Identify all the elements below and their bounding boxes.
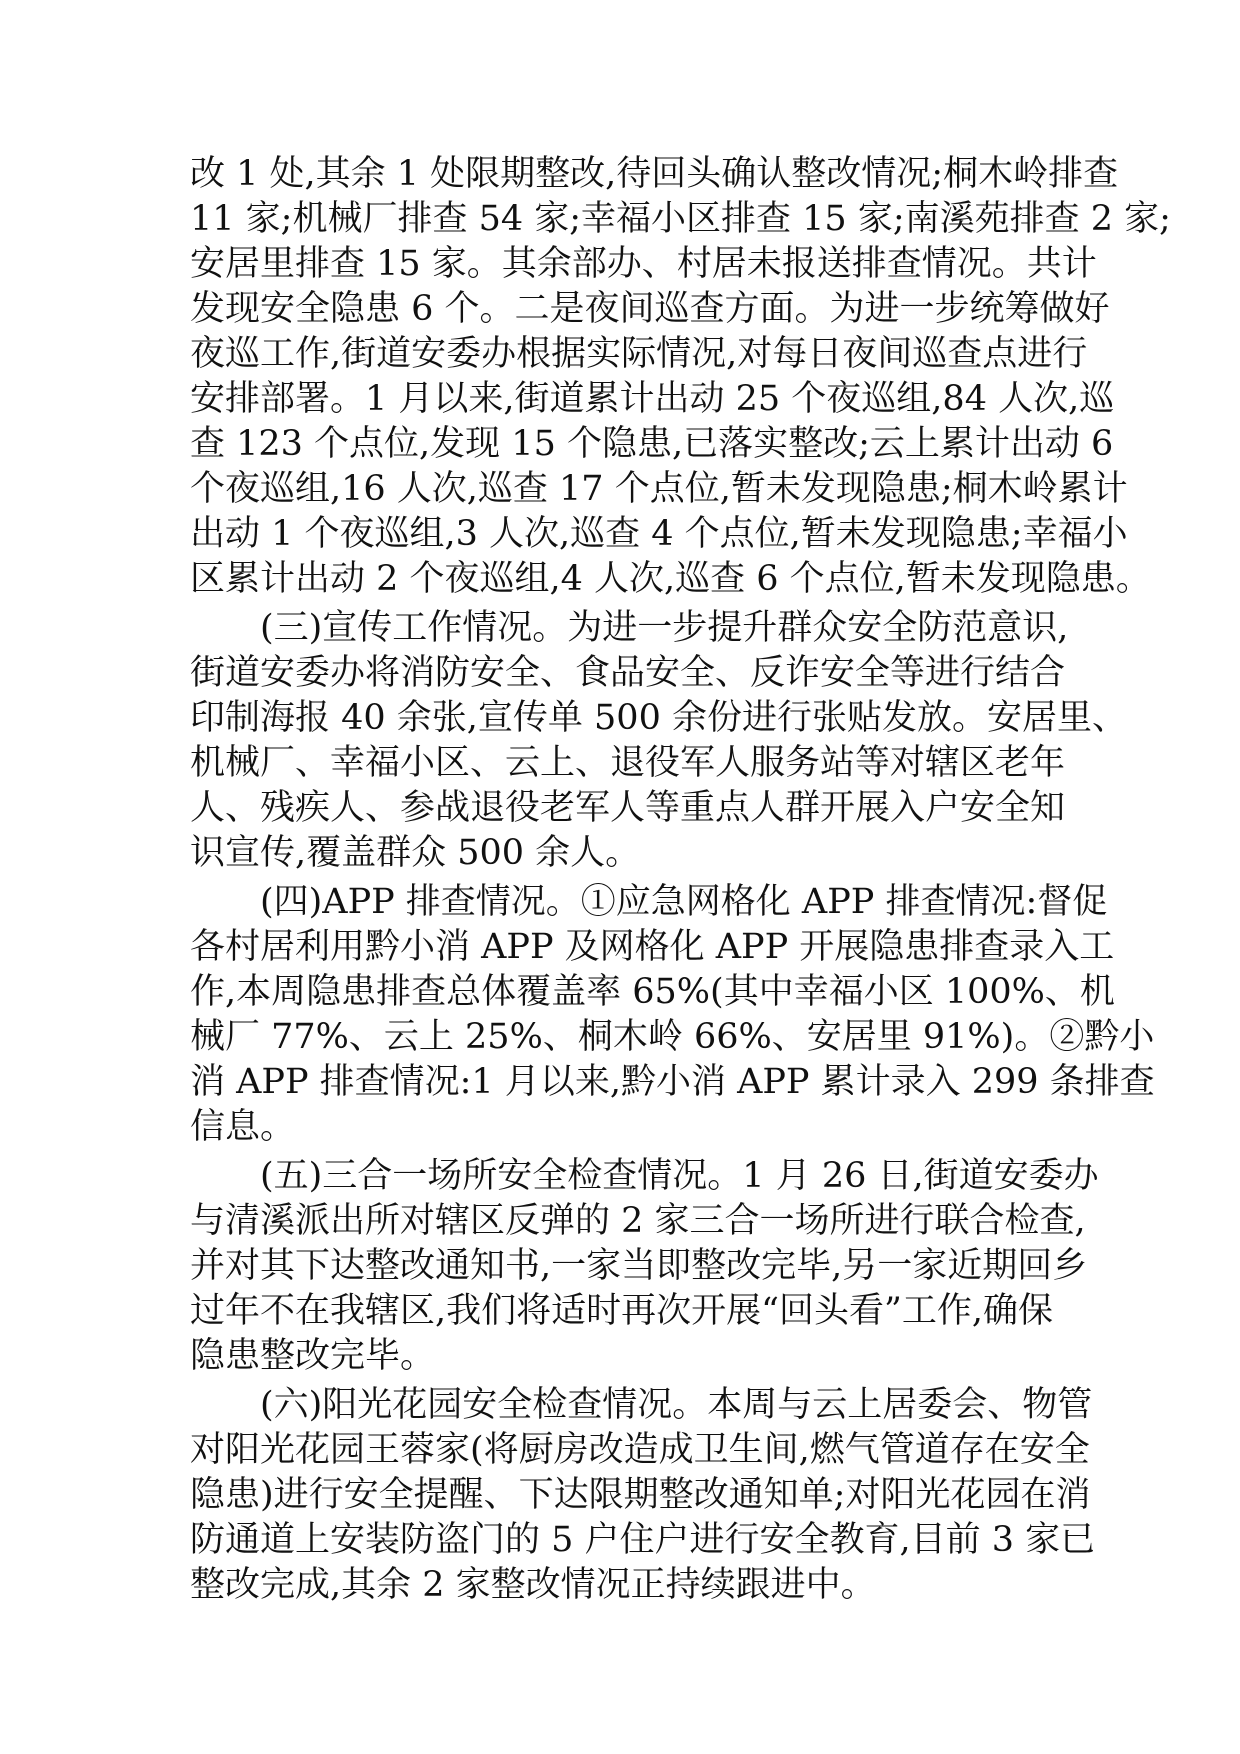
paragraph-app-inspection [190, 880, 1155, 1150]
text-line: 安居里排查 15 家。其余部办、村居未报送排查情况。共计 [190, 244, 1097, 284]
paragraph-three-in-one [190, 1154, 1099, 1379]
text-line: 与清溪派出所对辖区反弹的 2 家三合一场所进行联合检查, [190, 1201, 1086, 1241]
paragraph-night-patrol [190, 152, 1171, 602]
text-line: 夜巡工作,街道安委办根据实际情况,对每日夜间巡查点进行 [190, 334, 1088, 374]
text-line: 改 1 处,其余 1 处限期整改,待回头确认整改情况;桐木岭排查 [190, 154, 1119, 194]
paragraph-publicity [190, 606, 1127, 876]
text-line: (三)宣传工作情况。为进一步提升群众安全防范意识, [260, 608, 1069, 648]
text-line: 整改完成,其余 2 家整改情况正持续跟进中。 [190, 1565, 876, 1605]
text-line: 隐患)进行安全提醒、下达限期整改通知单;对阳光花园在消 [190, 1475, 1091, 1515]
text-line: 防通道上安装防盗门的 5 户住户进行安全教育,目前 3 家已 [190, 1520, 1096, 1560]
text-line: 印制海报 40 余张,宣传单 500 余份进行张贴发放。安居里、 [190, 698, 1127, 738]
text-line: 械厂 77%、云上 25%、桐木岭 66%、安居里 91%)。②黔小 [190, 1017, 1155, 1057]
paragraph-sunshine-garden [190, 1383, 1096, 1608]
text-line: 对阳光花园王蓉家(将厨房改造成卫生间,燃气管道存在安全 [190, 1430, 1090, 1470]
text-line: 各村居利用黔小消 APP 及网格化 APP 开展隐患排查录入工 [190, 927, 1115, 967]
text-line: 识宣传,覆盖群众 500 余人。 [190, 833, 641, 873]
text-line: 消 APP 排查情况:1 月以来,黔小消 APP 累计录入 299 条排查 [190, 1062, 1155, 1102]
text-line: 街道安委办将消防安全、食品安全、反诈安全等进行结合 [190, 653, 1066, 693]
text-line: 机械厂、幸福小区、云上、退役军人服务站等对辖区老年 [190, 743, 1066, 783]
text-line: 过年不在我辖区,我们将适时再次开展“回头看”工作,确保 [190, 1291, 1054, 1331]
text-line: 隐患整改完毕。 [190, 1336, 436, 1376]
text-line: (五)三合一场所安全检查情况。1 月 26 日,街道安委办 [260, 1156, 1099, 1196]
text-line: (四)APP 排查情况。①应急网格化 APP 排查情况:督促 [260, 882, 1108, 922]
text-line: 信息。 [190, 1107, 296, 1147]
text-line: 作,本周隐患排查总体覆盖率 65%(其中幸福小区 100%、机 [190, 972, 1115, 1012]
text-line: (六)阳光花园安全检查情况。本周与云上居委会、物管 [260, 1385, 1093, 1425]
document-body [190, 152, 1171, 1608]
text-line: 安排部署。1 月以来,街道累计出动 25 个夜巡组,84 人次,巡 [190, 379, 1115, 419]
text-line: 人、残疾人、参战退役老军人等重点人群开展入户安全知 [190, 788, 1066, 828]
text-line: 区累计出动 2 个夜巡组,4 人次,巡查 6 个点位,暂未发现隐患。 [190, 559, 1151, 599]
text-line: 并对其下达整改通知书,一家当即整改完毕,另一家近期回乡 [190, 1246, 1088, 1286]
text-line: 11 家;机械厂排查 54 家;幸福小区排查 15 家;南溪苑排查 2 家; [190, 199, 1171, 239]
text-line: 个夜巡组,16 人次,巡查 17 个点位,暂未发现隐患;桐木岭累计 [190, 469, 1128, 509]
text-line: 查 123 个点位,发现 15 个隐患,已落实整改;云上累计出动 6 [190, 424, 1114, 464]
text-line: 发现安全隐患 6 个。二是夜间巡查方面。为进一步统筹做好 [190, 289, 1110, 329]
text-line: 出动 1 个夜巡组,3 人次,巡查 4 个点位,暂未发现隐患;幸福小 [190, 514, 1128, 554]
